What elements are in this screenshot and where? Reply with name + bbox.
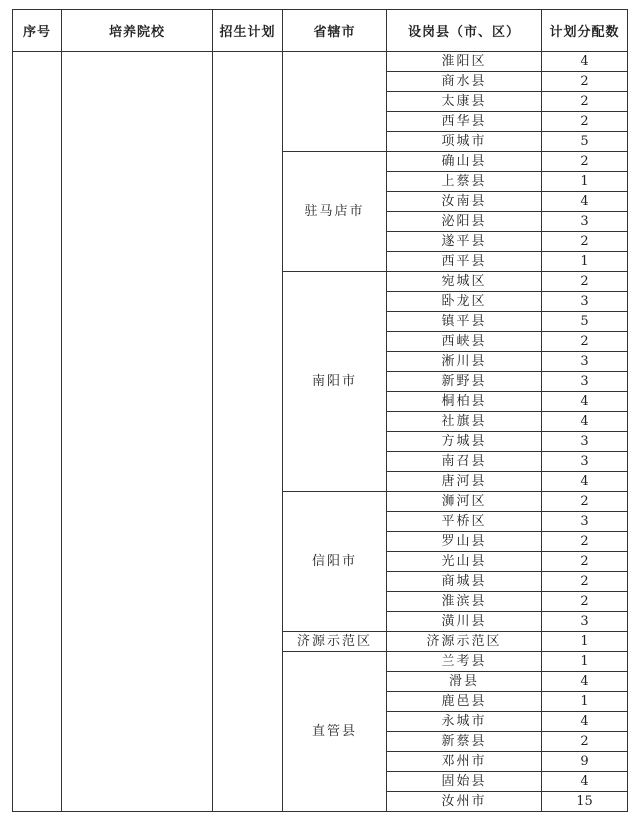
allocation-cell: 2 [542,72,628,92]
index-cell [13,52,62,812]
allocation-cell: 4 [542,712,628,732]
county-cell: 商水县 [387,72,542,92]
county-cell: 社旗县 [387,412,542,432]
header-cell-allocation: 计划分配数 [542,10,628,52]
allocation-table [12,9,628,812]
allocation-cell: 4 [542,412,628,432]
allocation-cell: 2 [542,152,628,172]
county-cell: 潢川县 [387,612,542,632]
county-cell: 上蔡县 [387,172,542,192]
header-cell-school: 培养院校 [62,10,213,52]
table-row [13,52,628,72]
allocation-cell: 3 [542,612,628,632]
header-cell-city: 省辖市 [283,10,387,52]
county-cell: 淅川县 [387,352,542,372]
county-cell: 光山县 [387,552,542,572]
city-cell: 济源示范区 [283,632,387,652]
county-cell: 西峡县 [387,332,542,352]
header-cell-index: 序号 [13,10,62,52]
allocation-cell: 3 [542,292,628,312]
header-cell-county: 设岗县（市、区） [387,10,542,52]
city-cell: 驻马店市 [283,152,387,272]
county-cell: 汝南县 [387,192,542,212]
county-cell: 淮滨县 [387,592,542,612]
header-row [13,10,628,52]
county-cell: 遂平县 [387,232,542,252]
allocation-cell: 4 [542,52,628,72]
allocation-cell: 2 [542,732,628,752]
allocation-cell: 3 [542,432,628,452]
allocation-cell: 2 [542,532,628,552]
city-cell: 南阳市 [283,272,387,492]
county-cell: 泌阳县 [387,212,542,232]
allocation-cell: 1 [542,632,628,652]
county-cell: 唐河县 [387,472,542,492]
allocation-cell: 1 [542,692,628,712]
allocation-cell: 9 [542,752,628,772]
county-cell: 平桥区 [387,512,542,532]
county-cell: 浉河区 [387,492,542,512]
allocation-cell: 3 [542,452,628,472]
county-cell: 鹿邑县 [387,692,542,712]
allocation-cell: 2 [542,232,628,252]
allocation-cell: 2 [542,592,628,612]
allocation-cell: 3 [542,212,628,232]
school-cell [62,52,213,812]
county-cell: 西平县 [387,252,542,272]
allocation-cell: 2 [542,92,628,112]
allocation-cell: 4 [542,672,628,692]
county-cell: 太康县 [387,92,542,112]
allocation-cell: 2 [542,492,628,512]
allocation-cell: 2 [542,552,628,572]
county-cell: 新蔡县 [387,732,542,752]
county-cell: 宛城区 [387,272,542,292]
header-cell-plan: 招生计划 [213,10,283,52]
county-cell: 邓州市 [387,752,542,772]
county-cell: 新野县 [387,372,542,392]
allocation-cell: 3 [542,512,628,532]
table-body [13,52,628,812]
allocation-cell: 1 [542,652,628,672]
city-cell [283,52,387,152]
allocation-cell: 15 [542,792,628,812]
county-cell: 西华县 [387,112,542,132]
plan-cell [213,52,283,812]
county-cell: 确山县 [387,152,542,172]
allocation-cell: 5 [542,312,628,332]
county-cell: 汝州市 [387,792,542,812]
allocation-cell: 1 [542,172,628,192]
county-cell: 济源示范区 [387,632,542,652]
allocation-cell: 1 [542,252,628,272]
allocation-cell: 2 [542,112,628,132]
county-cell: 永城市 [387,712,542,732]
city-cell: 直管县 [283,652,387,812]
county-cell: 固始县 [387,772,542,792]
allocation-cell: 4 [542,192,628,212]
allocation-cell: 3 [542,372,628,392]
county-cell: 卧龙区 [387,292,542,312]
county-cell: 南召县 [387,452,542,472]
allocation-cell: 2 [542,572,628,592]
city-cell: 信阳市 [283,492,387,632]
county-cell: 兰考县 [387,652,542,672]
county-cell: 淮阳区 [387,52,542,72]
county-cell: 商城县 [387,572,542,592]
county-cell: 罗山县 [387,532,542,552]
county-cell: 桐柏县 [387,392,542,412]
allocation-cell: 4 [542,392,628,412]
county-cell: 滑县 [387,672,542,692]
county-cell: 方城县 [387,432,542,452]
allocation-cell: 3 [542,352,628,372]
county-cell: 项城市 [387,132,542,152]
allocation-cell: 4 [542,472,628,492]
document-page [12,9,627,827]
allocation-cell: 5 [542,132,628,152]
allocation-cell: 4 [542,772,628,792]
allocation-cell: 2 [542,332,628,352]
allocation-cell: 2 [542,272,628,292]
county-cell: 镇平县 [387,312,542,332]
